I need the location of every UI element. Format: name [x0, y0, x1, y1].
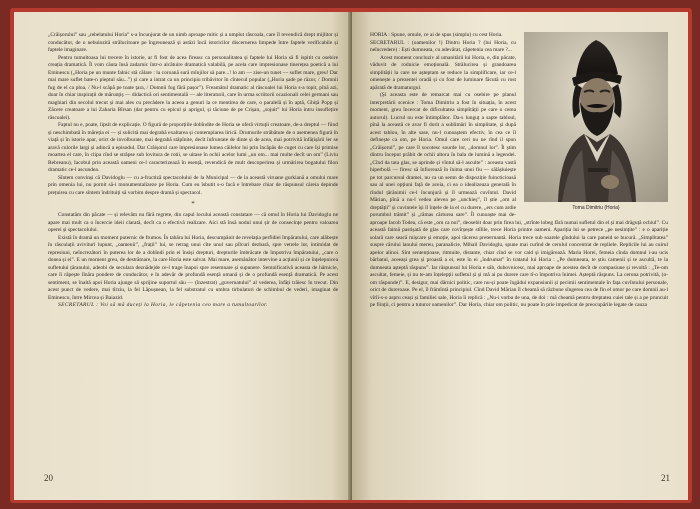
- left-page-number: 20: [44, 473, 53, 483]
- right-paragraph-2: SECRETARUL : (oamenilor !) Dintru Horia ? (lui Horia, cu neîncredere) : Ești dumneata, cu adevărat, căpetenia cea mare ?...: [370, 39, 516, 53]
- left-paragraph-1: „Crăișorului” sau „rebelatului Horia” s-a încunjurat de un nimb aproape mitic și a umplut răscoala, care îl revendică drept mijlitor și conducător, de o nebulozită strălucitoare pe îngreunează și astăzi încă istoricilor discernerea limpede între faptele verificabile și faptele imaginare.: [48, 32, 338, 53]
- right-page: [352, 12, 688, 500]
- left-paragraph-3: Faptul nu e, poate, lipsit de explicație. O figură de proporțiile dobîndite de Horia se oferă virtuții creatoare, de-a dreptul — fiind și neschimbată în măreția ei — și solicită mai degrabă exaltarea și contemplarea lirică. Drumurile străbătute de o asemenea figură în viață și în istorie apar, orict de involburate, mai degrabă stăpînite, decît înfruntate de dinte și de acea, mai potrivită înfățișării ler se aravă culorile largi și adincă a episodul. Dar Crăișorul care impresionase lumea căilelor lui prin încăpăs de cuget cu care își primise moartea el care, în clipa cînd se străpse sub lovitura de rotii, se uitase în ochii acelor lumi „un om... mai multe decît un om” (Liviu Rebreanu), Iacobul prin această oameni ce-l caracterizează în esență, revendică de mult descoperirea și urmărirea bogatului filon dramatic ce-l ascundea.: [48, 122, 338, 173]
- left-paragraph-5: Constatăm din păcate — și relevăm nu fără regrete, din capul locului această constatare — că omul în Horia lui Davidoglu ne apare mai mult ca o încercie ideii clarată, decît ca o efectivă realizare. Aici stă însă nodul unui șir de consecințe pentru valoarea operei și spectacolului.: [48, 212, 338, 233]
- section-separator: *: [191, 200, 195, 208]
- book-spread: [10, 8, 692, 503]
- right-page-number: 21: [661, 473, 670, 483]
- left-paragraph-4: Sîntem convinși că Davidoglu — cu a-fructiză spectacolului de la Municipal — de la această viruane gurkiană a omului mare prin omenia lui, nu pornit să-i monumentalizeze pe Horia. Cum eu îsbutit s-o facă e întrebare chiar de răspunsul căreia depinde prețuirea cu care sîntem îndrituiți să vorbim despre dramă și spectacol.: [48, 174, 338, 196]
- right-paragraph-4: (Și aceasta este de remarcat mai cu osebire pe planul interpretării scenice : Toma Dimitriu a fost în situația, în acest moment, greu încercat de dificultatea simplității pe care o cerea autorul). Lucrul nu este întimplător. Da-s lunguț a sapte tabloul, pînă la această ce avar fi dorit a sublimări în simplitate, și după acest tablou, în alte sase, nu-l cunoaștem efectiv, în cea ce îl definește ca om, pe Horia. Omul care ceri nu ne rînd il spun „Crăișorul”, pe care îl socotesc sourde lor, „domnul lor”. Îl știm dintru început prăbit de ochii altora în bala de lumină a legendei. „Cînd da tata glas, se aprinde și vîntul să-l asculte” : aceasta vastă hiperbolă — firesc să înfiorează în înima unui fiu — sălășluiește pe tot parcursul dramei, nu ca un semn de dispoziție fuincticioasă sau al unei opțiuni față de aceia, ci ea o idealizeaza generală în rîndul țărănimii ce-l încunjură și îl urmează cuvîntul. David Mărian, pînă a nu-l vedea alevea pe „unchieș”, îl știe „om al dreptății” și cuvintele își îl înțele de la el cu durere, „ers cum ardie porumbul trămit” și „rămas cărturea sare”. Îl cunoaște mai de-aproape Iacob Todea, că este „om ca noi”, deosebit doar prin firea lui, „strînte lobeg fără numai sufletul din el și mai drăguță ochiul”. Cu această faimă pastișată de glas care covîrșește stîlile, trece Horia printre oameni. Apariția lui se petrece „pe nesimțite” : e o apariție solară care seacă mișcare și emoție, apoi tăcerea pretermantă. Horia trece sub soarele gîndului la care paneid se bucură. „Simplitatea” suspre cărului lanului mereu, paranalicie, Mihail Davidoglu, spune mai curînd de cerulul concentrat de repliele. Replicile lui au cuirul apelor alinoi. Sînt sentențioase, ritmuite, distante, chiar cînd se vor cald și imigărează. Maria Horei, femeia cînda domnul i-au ucis bărbatul, aceeași grea și proastă a ei, este în ei „îndrumat” în tratatul lui Horia : „Pe dumneata, te știu camenii și te ascultă, te la dumneata așteptă răspuns”. Iar răspunsul lui Horia e săb, dubovnicesc, mai aproape de acestea decît de compasiune și revoltă : „Te-om ascultat, femeie, și nu te-am înțelepții sufletul și și mă ai pu durere care tî-o împotriva înimei. Așteptă răspuns. La cerona potrivită, (o-om răspunde)”. E, desigur, mai dărnici politic, care nu-și poate îngădui expansiunii și pecimii sentimentale în fața cuvîntului personale, orict de dureroase. Pe el, îl frămîntă principiul. Cînd David Mărian îl cheamă să răzbune sîngerea cea de fin el omor pe care domnii au-l vîrîi-s-o aspru ceași și familiei sale, Horia îi replică : „Nu-i vorba de una, de doi : mă cheamă pentru dreptatea cuiei tale și a pe pruncuit pe ființii, ci pentru a tuturor oamenilor”. Dar Horia, chiar om politic, nu poate în prie impedicat de preocupările legate de cauza: [370, 92, 668, 308]
- left-page: [14, 12, 352, 500]
- right-paragraph-1: HORIA : Spune, omule, ce ai de spus (simplu) cu cest Horia.: [370, 32, 503, 38]
- actor-photo: [524, 32, 668, 211]
- left-paragraph-6: Există în dramă un moment puternic de frumos. În tabăra lui Horia, descumpănit de revelația perfidiei împăratului, care alăbește în răsculații aviviturl lupunt, „oamenii”, „frații” lui, se retrag unui cîte unul sau pîlcuri dezbară, spre vetrele lor, intimidat de represiuni, neîncrezători în puterea lor de a dobîndi prin ei însiși drepturi, drepturile îmbrăcate de împotriva împăratului, „care o donea și ei”. E un moment greu, de destrămare, la care Horia este salvat. Mai mare, asemănător intervine a acțiunii și ce înțelepnicea sufletului țăranului, adeobi de seculara deznădejde ce-l trage înapoi spre resemnare și supunere. Semnificativă aceasta de hărnicie, care îi răpește lînăra pondere de conducător, e în adevăr de profundă esență umană și de o profundă esență dramatică. Pe acest sentiment, se înaltă apoi Horia ajunge să sprijine suportul său — (înzestrat) „guvernatului” al vederea, înfăți trăiesc în trecut. Din acest punct de vedere, mai tîrziu, la fel Lăpușnean, la fel substratul cu umbra tirbulatori de schimbul de vederi, imaginat de Eminescu, între Mircea și Baiazid.: [48, 234, 338, 301]
- portrait-image: [524, 32, 668, 202]
- left-paragraph-7: SECRETARUL : Voi să mă duceți la Horia, le căpetenia ceo mare a tumultoarilor.: [58, 302, 268, 308]
- left-paragraph-2: Pentru tumultoasa lui trecere în istorie, ar fi fost de acea fireasc ca personalitatea și faptele lui Horia să fi ispitit cu osebire creația dramatică. Îl vom căuta însă zadarnic într-o alcătuire dramatică valabilă, pe acela care impresionase tinerețea poetică a lui Eminescu („Horia pe un munte falnic stă călare : la coroană sură mînjilor să pare...! lo am — zise-un tunet — suflet mare, greu! Dar mai mare suflet bate-n pieptul său...”) și care a intrat ca un principiu tribăvitor în cîntecul popular („Horia șade pe răzor, / Domnii fug de el ca ploa, / Nu-l scăpă pe toate țara, / Domnii fug fără pașor”). Freamătul dramatic al răscoalei lui Horia s-a topit, pînă azi, doar în chiar inspirații de mărunțiș — didactică ori sentimentală — ale literaturii, care în urma scriitorii ocazionali celei germani sau maghiari din secolul trecut și mai ales cu precădere la aceea a genuri la ce mentirea de care, o paralelă și în aptă, Ghiță Popp și Zăcere creatoare a lui Zaharia Bîrsan (dar pentru cu epicul și aprigul, și tăciune de pe Crișan, „sojuit” lui Horia intru insuflețire răscoalei).: [48, 54, 338, 121]
- right-paragraph-3: Acest moment concluziv al umanitării lui Horia, e, din păcate, văduvit de rodnicie emoțională. Strălucirea și grandoarea simplității la care ne așteptam se reduce la simplificare, iar ce-l omenește a prezentei oradă și cu fost de luminare făcută cu rost apărată de dramaturgul.: [370, 54, 516, 91]
- photo-caption: Toma Dimitriu (Horia): [572, 205, 620, 211]
